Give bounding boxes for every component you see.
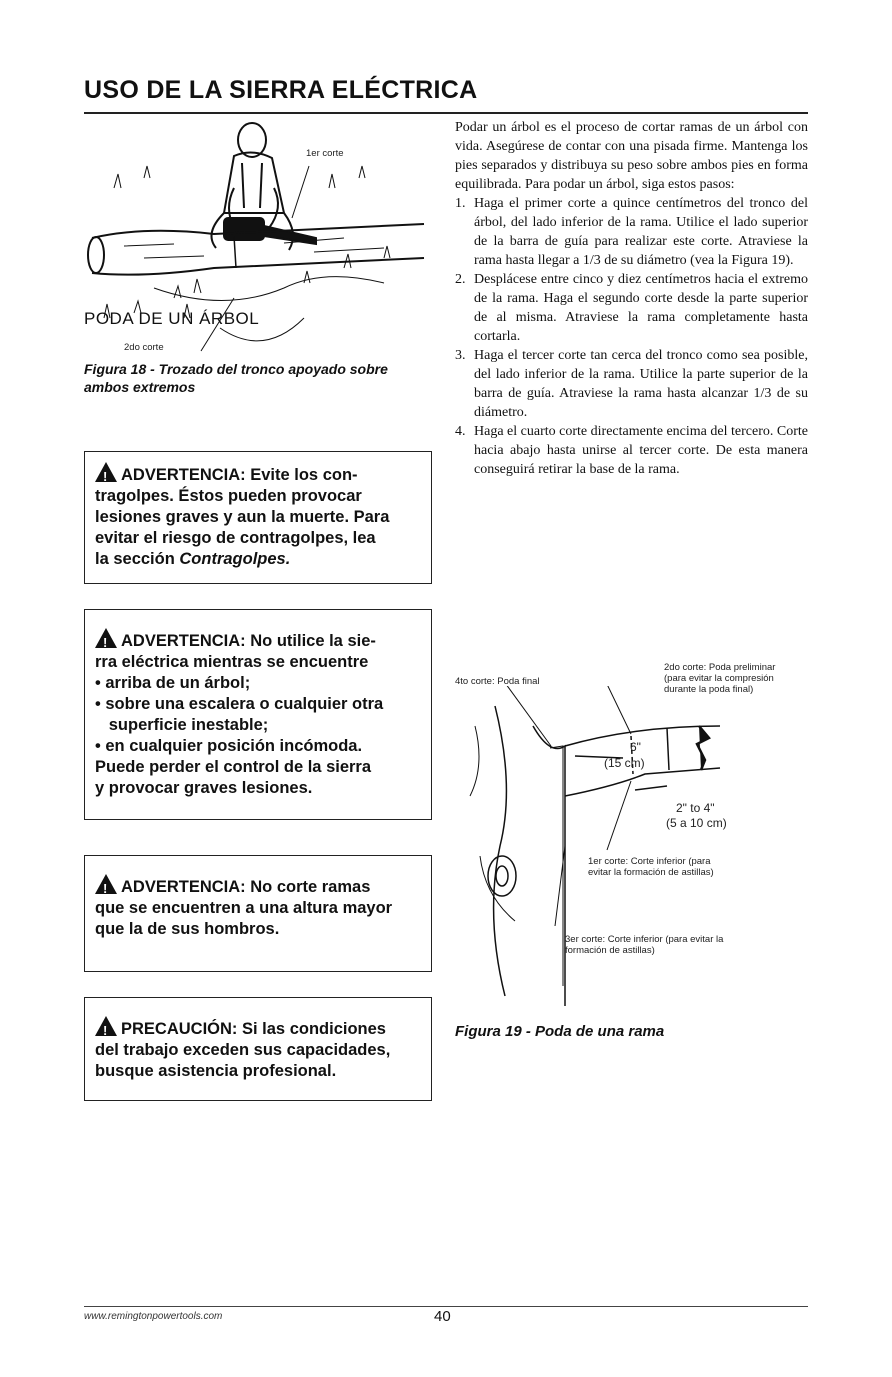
page-number: 40 xyxy=(434,1308,451,1325)
warning-text: • en cualquier posición incómoda. xyxy=(95,737,363,755)
fig19-label-cut1: evitar la formación de astillas) xyxy=(588,867,714,878)
warning-text: que la de sus hombros. xyxy=(95,920,280,938)
section-heading: PODA DE UN ÁRBOL xyxy=(84,309,260,328)
warning-text: ADVERTENCIA: No utilice la sie- xyxy=(121,632,376,650)
fig19-dim-6: 6" xyxy=(630,740,641,754)
fig19-dim-2-4: 2" to 4" xyxy=(676,801,715,815)
warning-text: lesiones graves y aun la muerte. Para xyxy=(95,508,390,526)
fig19-label-cut1: 1er corte: Corte inferior (para xyxy=(588,856,711,867)
figure-18-caption: Figura 18 - Trozado del tronco apoyado sobre ambos extremos xyxy=(84,361,388,395)
intro-paragraph: Podar un árbol es el proceso de cortar ramas de un árbol con vida. Asegúrese de contar con una pisada firme. Mantenga los pies separados y distribuya su peso sobre ambos pies en forma equilibrada. Para podar un árbol, siga estos pasos: xyxy=(455,120,808,192)
step-item xyxy=(455,346,808,422)
fig19-label-cut3: 3er corte: Corte inferior (para evitar la xyxy=(565,934,724,945)
fig19-label-cut4: 4to corte: Poda final xyxy=(455,676,540,687)
warning-text: superficie inestable; xyxy=(95,716,269,734)
warning-text: Puede perder el control de la sierra xyxy=(95,758,372,776)
log-shape xyxy=(88,224,424,275)
figure-19-illustration xyxy=(455,686,735,1006)
step-number: 4. xyxy=(455,424,466,439)
step-item xyxy=(455,422,808,479)
warning-link-text: Contragolpes. xyxy=(179,550,291,568)
warning-text: que se encuentren a una altura mayor xyxy=(95,899,393,917)
fig19-label-cut2: 2do corte: Poda preliminar xyxy=(664,662,776,673)
warning-box-tree xyxy=(84,609,432,820)
fig19-label-cut2: durante la poda final) xyxy=(664,684,754,695)
figure-19-caption: Figura 19 - Poda de una rama xyxy=(455,1023,665,1040)
step-text: Haga el cuarto corte directamente encima del tercero. Corte hacia abajo hasta unirse al tercer corte. De esta manera conseguirá retirar la base de la rama. xyxy=(474,424,808,477)
warning-box-shoulder xyxy=(84,855,432,972)
fig19-dim-6: (15 cm) xyxy=(604,756,645,770)
warning-text: • sobre una escalera o cualquier otra xyxy=(95,695,384,713)
step-item xyxy=(455,194,808,270)
step-text: Desplácese entre cinco y diez centímetros hacia el extremo de la rama. Haga el segundo corte desde la parte superior de al misma. Atraviese la rama completamente hasta cortarla. xyxy=(474,272,808,344)
fig19-label-cut2: (para evitar la compresión xyxy=(664,673,774,684)
warning-text: • arriba de un árbol; xyxy=(95,674,251,692)
caution-text: busque asistencia profesional. xyxy=(95,1062,337,1080)
warning-text: la sección xyxy=(95,550,180,568)
caution-box xyxy=(84,997,432,1101)
warning-text: tragolpes. Éstos pueden provocar xyxy=(95,487,362,505)
warning-triangle-icon xyxy=(95,628,117,648)
fig18-label-cut1: 1er corte xyxy=(306,148,344,159)
fig18-label-cut2: 2do corte xyxy=(124,342,164,353)
warning-triangle-icon xyxy=(95,874,117,894)
pruning-instructions xyxy=(455,118,808,479)
warning-text: rra eléctrica mientras se encuentre xyxy=(95,653,369,671)
step-text: Haga el tercer corte tan cerca del tronco como sea posible, del lado inferior de la rama. Utilice la parte superior de la barra de guía. Atraviese la rama hasta alcanzar 1/3 de su diámetro. xyxy=(474,348,808,420)
warning-box-kickback xyxy=(84,451,432,584)
trunk-outline xyxy=(494,706,507,996)
warning-text: ADVERTENCIA: No corte ramas xyxy=(121,878,371,896)
page-title: USO DE LA SIERRA ELÉCTRICA xyxy=(84,76,478,104)
fig19-dim-2-4: (5 a 10 cm) xyxy=(666,816,727,830)
warning-text: ADVERTENCIA: Evite los con- xyxy=(121,466,358,484)
warning-triangle-icon xyxy=(95,1016,117,1036)
step-text: Haga el primer corte a quince centímetros del tronco del árbol, del lado inferior de la rama. Utilice el lado superior de la barra de guía para realizar este corte. Atraviese la rama hasta llegar a 1/3 de su diámetro (vea la Figura 19). xyxy=(474,196,808,268)
warning-text: evitar el riesgo de contragolpes, lea xyxy=(95,529,376,547)
step-number: 2. xyxy=(455,272,466,287)
title-divider xyxy=(84,112,808,114)
warning-text: y provocar graves lesiones. xyxy=(95,779,313,797)
footer-url: www.remingtonpowertools.com xyxy=(84,1311,223,1322)
fig19-label-cut3: formación de astillas) xyxy=(565,945,655,956)
caution-text: PRECAUCIÓN: Si las condiciones xyxy=(121,1020,386,1038)
warning-triangle-icon xyxy=(95,462,117,482)
caution-text: del trabajo exceden sus capacidades, xyxy=(95,1041,391,1059)
step-number: 3. xyxy=(455,348,466,363)
step-number: 1. xyxy=(455,196,466,211)
step-item xyxy=(455,270,808,346)
footer-divider xyxy=(84,1306,808,1307)
